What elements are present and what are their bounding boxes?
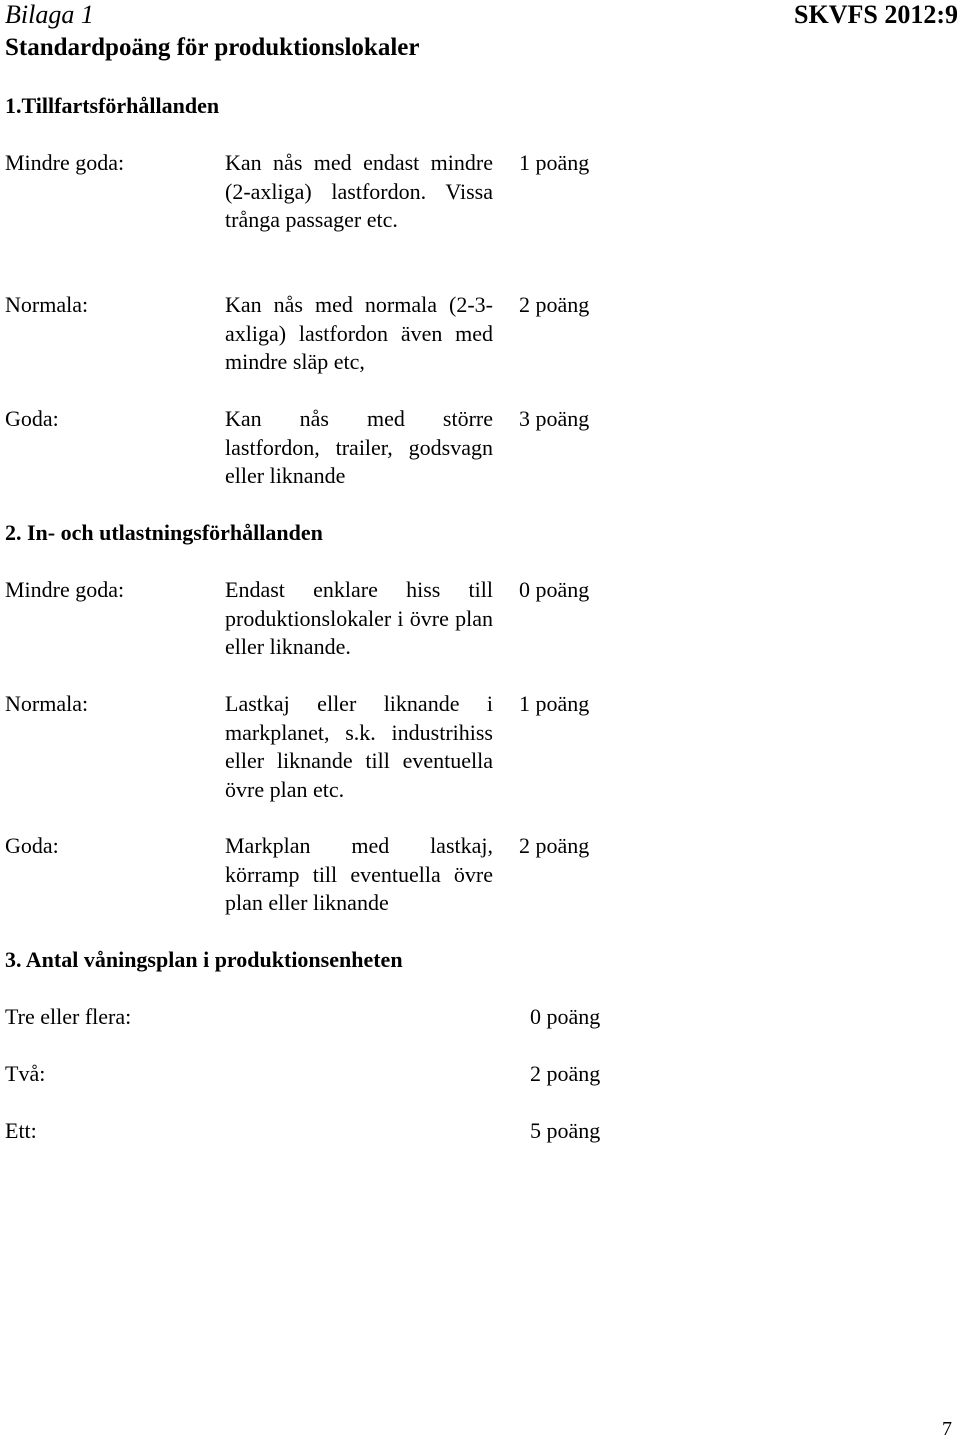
section-3-row-3-label: Ett: xyxy=(5,1118,37,1143)
appendix-label: Bilaga 1 xyxy=(5,0,94,29)
section-2-row-3-points: 2 poäng xyxy=(519,833,590,858)
section-1-row-3-label: Goda: xyxy=(5,406,59,431)
section-2-row-2-description: Lastkaj eller liknande i markplanet, s.k. industrihiss eller liknande till eventuella övre plan etc. xyxy=(225,691,493,802)
section-3-row-1-points: 0 poäng xyxy=(530,1004,601,1029)
page-number: 7 xyxy=(942,1418,952,1440)
section-1-row-1-points: 1 poäng xyxy=(519,150,590,175)
section-1-row-2-points: 2 poäng xyxy=(519,292,590,317)
section-3-row-2-label: Två: xyxy=(5,1061,46,1086)
section-3-title: 3. Antal våningsplan i produktionsenheten xyxy=(5,947,403,972)
section-2-row-1-description: Endast enklare hiss till produktionslokaler i övre plan eller liknande. xyxy=(225,577,493,660)
section-2-row-1-label: Mindre goda: xyxy=(5,577,125,602)
section-1-row-1-description: Kan nås med endast mindre (2-axliga) lastfordon. Vissa trånga passager etc. xyxy=(225,150,493,233)
section-1-row-2-label: Normala: xyxy=(5,292,89,317)
section-1-row-3-points: 3 poäng xyxy=(519,406,590,431)
section-3-row-1-label: Tre eller flera: xyxy=(5,1004,132,1029)
document-code: SKVFS 2012:9 xyxy=(794,0,958,29)
section-3-row-2-points: 2 poäng xyxy=(530,1061,601,1086)
section-2-row-1-points: 0 poäng xyxy=(519,577,590,602)
section-2-row-3-label: Goda: xyxy=(5,833,59,858)
section-2-row-2-points: 1 poäng xyxy=(519,691,590,716)
section-2-row-3-description: Markplan med lastkaj, körramp till eventuella övre plan eller liknande xyxy=(225,833,493,916)
section-1-row-3-description: Kan nås med större lastfordon, trailer, godsvagn eller liknande xyxy=(225,406,493,489)
section-1-title: 1.Tillfartsförhållanden xyxy=(5,93,220,118)
section-1-row-1-label: Mindre goda: xyxy=(5,150,125,175)
section-1-row-2-description: Kan nås med normala (2-3-axliga) lastfordon även med mindre släp etc, xyxy=(225,292,493,375)
page-title: Standardpoäng för produktionslokaler xyxy=(5,34,420,61)
section-3-row-3-points: 5 poäng xyxy=(530,1118,601,1143)
section-2-title: 2. In- och utlastningsförhållanden xyxy=(5,520,323,545)
section-2-row-2-label: Normala: xyxy=(5,691,89,716)
